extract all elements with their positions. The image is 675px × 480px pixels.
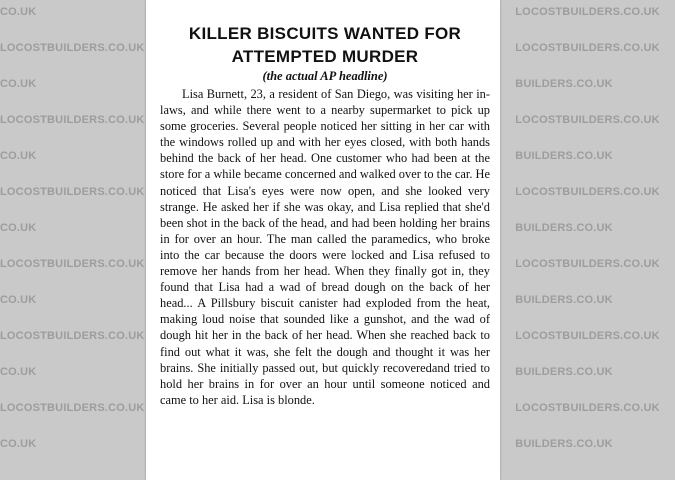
watermark-text: CO.UK bbox=[0, 222, 37, 234]
watermark-text: BUILDERS.CO.UK bbox=[515, 438, 613, 450]
watermark-text: BUILDERS.CO.UK bbox=[515, 294, 613, 306]
watermark-text: BUILDERS.CO.UK bbox=[515, 150, 613, 162]
article-subheadline: (the actual AP headline) bbox=[262, 69, 388, 83]
watermark-text: BUILDERS.CO.UK bbox=[515, 78, 613, 90]
watermark-text: LOCOSTBUILDERS.CO.UK bbox=[515, 330, 660, 342]
newspaper-clipping bbox=[146, 0, 500, 480]
watermark-text: LOCOSTBUILDERS.CO.UK bbox=[0, 114, 145, 126]
headline-line: ATTEMPTED MURDER bbox=[231, 47, 419, 66]
watermark-text: LOCOSTBUILDERS.CO.UK bbox=[0, 186, 145, 198]
watermark-text: BUILDERS.CO.UK bbox=[515, 366, 613, 378]
watermark-text: LOCOSTBUILDERS.CO.UK bbox=[0, 42, 145, 54]
watermark-text: LOCOSTBUILDERS.CO.UK bbox=[515, 42, 660, 54]
watermark-text: LOCOSTBUILDERS.CO.UK bbox=[515, 402, 660, 414]
watermark-text: CO.UK bbox=[0, 438, 37, 450]
article-headline bbox=[160, 22, 490, 68]
article-body: Lisa Burnett, 23, a resident of San Diego, was visiting her in-laws, and while there went to a nearby supermarket to pick up some groceries. Several people noticed her sitting in her car with the windows rolled up and with her eyes closed, with both hands behind the back of her head. One customer who had been at the store for a while became concerned and walked over to the car. He noticed that Lisa's eyes were now open, and she looked very strange. He asked her if she was okay, and Lisa replied that she'd been shot in the back of the head, and had been holding her brains in for over an hour. The man called the paramedics, who broke into the car because the doors were locked and Lisa refused to remove her hands from her head. When they finally got in, they found that Lisa had a wad of bread dough on the back of her head... A Pillsbury biscuit canister had exploded from the heat, making loud noise that sounded like a gunshot, and the wad of dough hit her in the back of her head. When she reached back to find out what it was, she felt the dough and thought it was her brains. She initially passed out, but quickly recoveredand tried to hold her brains in for over an hour until someone noticed and came to her aid. Lisa is blonde. bbox=[160, 87, 490, 407]
watermark-text: BUILDERS.CO.UK bbox=[515, 222, 613, 234]
headline-line: KILLER BISCUITS WANTED FOR bbox=[188, 24, 462, 43]
watermark-text: CO.UK bbox=[0, 150, 37, 162]
watermark-text: LOCOSTBUILDERS.CO.UK bbox=[515, 258, 660, 270]
watermark-text: CO.UK bbox=[0, 6, 37, 18]
watermark-text: CO.UK bbox=[0, 294, 37, 306]
watermark-text: LOCOSTBUILDERS.CO.UK bbox=[515, 114, 660, 126]
watermark-text: LOCOSTBUILDERS.CO.UK bbox=[0, 258, 145, 270]
watermark-text: LOCOSTBUILDERS.CO.UK bbox=[0, 402, 145, 414]
watermark-text: CO.UK bbox=[0, 366, 37, 378]
watermark-text: LOCOSTBUILDERS.CO.UK bbox=[0, 330, 145, 342]
watermark-text: LOCOSTBUILDERS.CO.UK bbox=[515, 6, 660, 18]
watermark-text: LOCOSTBUILDERS.CO.UK bbox=[515, 186, 660, 198]
clipping-content bbox=[146, 0, 500, 408]
watermark-text: CO.UK bbox=[0, 78, 37, 90]
